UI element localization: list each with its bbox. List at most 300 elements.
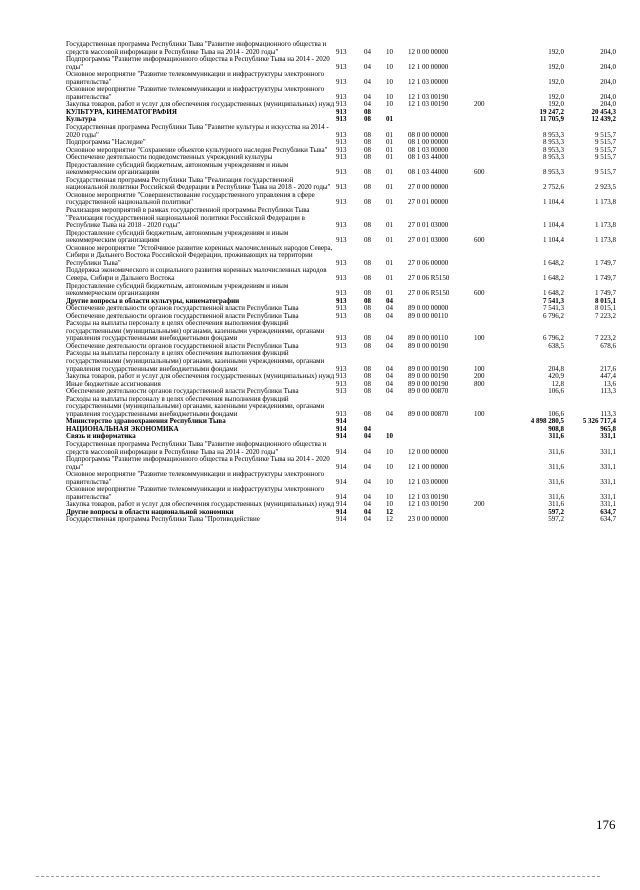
expense-type-code: 200 (474, 100, 485, 109)
expense-type-code (474, 86, 496, 101)
subsection-code: 10 (386, 462, 393, 471)
section-code: 04 (364, 77, 371, 86)
section-code: 08 (364, 145, 371, 154)
table-row (66, 177, 616, 192)
target-article-code: 27 0 00 00000 (408, 183, 449, 192)
section-code: 08 (364, 341, 371, 350)
subsection-code: 10 (386, 62, 393, 71)
line-item-name: Государственная программа Республики Тыва "Развитие информационного общества и средств массовой информации в Республике Тыва на 2014 - 2020 годы" (66, 439, 327, 456)
amount-year-1: 6 796,2 (543, 334, 564, 343)
amount-year-2: 9 515,7 (595, 138, 616, 147)
line-item-name: Основное мероприятие "Совершенствование государственного управления в сфере государственной национальной политики" (66, 190, 315, 207)
line-item-name: Другие вопросы в области национальной экономики (66, 507, 234, 516)
budget-rows (66, 41, 616, 524)
ministry-code: 913 (336, 258, 347, 267)
subsection-code: 04 (386, 296, 393, 305)
subsection-code: 01 (386, 221, 393, 230)
ministry-code: 914 (336, 507, 347, 516)
section-code: 08 (364, 138, 371, 147)
subsection-code: 01 (386, 145, 393, 154)
subsection-code: 01 (386, 258, 393, 267)
section-code: 08 (364, 221, 371, 230)
ministry-code: 914 (336, 462, 347, 471)
line-item-name: Предоставление субсидий бюджетным, автономным учреждениям и иным некоммерческим организациям (66, 281, 289, 298)
subsection-code: 01 (386, 138, 393, 147)
ministry-code: 914 (336, 447, 347, 456)
amount-year-2: 447,4 (600, 372, 616, 381)
section-code: 08 (364, 304, 371, 313)
target-article-code: 89 0 00 00190 (408, 341, 449, 350)
ministry-code: 913 (336, 100, 347, 109)
expense-type-code (474, 139, 496, 147)
target-article-code: 12 1 03 00190 (408, 100, 449, 109)
line-item-name: Обеспечение деятельности органов государственной власти Республики Тыва (66, 304, 299, 313)
subsection-code: 10 (386, 500, 393, 509)
line-item-name: Закупка товаров, работ и услуг для обеспечения государственных (муниципальных) нужд (66, 372, 335, 381)
table-row (66, 56, 616, 71)
amount-year-2: 217,6 (600, 364, 616, 373)
section-code: 08 (364, 372, 371, 381)
target-article-code: 08 0 00 00000 (408, 130, 449, 139)
subsection-code: 04 (386, 379, 393, 388)
target-article-code: 27 0 06 R5150 (408, 289, 450, 298)
expense-type-code (474, 456, 496, 471)
table-row (66, 396, 616, 419)
expense-type-code (474, 177, 496, 192)
amount-year-1: 8 953,3 (543, 130, 564, 139)
ministry-code: 913 (336, 198, 347, 207)
expense-type-code (474, 154, 496, 162)
section-code: 04 (364, 47, 371, 56)
table-row (66, 41, 616, 56)
subsection-code: 01 (386, 183, 393, 192)
amount-year-1: 192,0 (548, 77, 564, 86)
expense-type-code (474, 441, 496, 456)
amount-year-2: 965,8 (600, 424, 616, 433)
ministry-code: 913 (336, 409, 347, 418)
ministry-code: 913 (336, 273, 347, 282)
expense-type-code: 200 (474, 372, 485, 381)
subsection-code: 10 (386, 47, 393, 56)
expense-type-code: 100 (474, 364, 485, 373)
subsection-code: 04 (386, 341, 393, 350)
ministry-code: 913 (336, 311, 347, 320)
table-row (66, 267, 616, 282)
line-item-name: Расходы на выплаты персоналу в целях обеспечения выполнения функций государственными (муниципальными) органами, казенными учреждениями, органами управления государственными внебюджетными фондами (66, 394, 325, 418)
ministry-code: 913 (336, 77, 347, 86)
ministry-code: 914 (336, 477, 347, 486)
target-article-code: 89 0 00 00190 (408, 372, 449, 381)
expense-type-code: 100 (474, 334, 485, 343)
amount-year-2: 13,6 (603, 379, 616, 388)
amount-year-2: 7 223,2 (595, 311, 616, 320)
line-item-name: Основное мероприятие "Устойчивое развитие коренных малочисленных народов Севера, Сибири и Дальнего Востока Российской Федерации, проживающих на территории Республики Тыва" (66, 243, 333, 267)
section-code: 08 (364, 273, 371, 282)
amount-year-2: 1 749,7 (595, 273, 616, 282)
amount-year-2: 204,0 (600, 62, 616, 71)
amount-year-2: 204,0 (600, 92, 616, 101)
target-article-code: 08 1 00 00000 (408, 138, 449, 147)
ministry-code: 913 (336, 341, 347, 350)
amount-year-1: 12,8 (551, 379, 564, 388)
ministry-code: 913 (336, 47, 347, 56)
section-code: 08 (364, 311, 371, 320)
subsection-code (386, 418, 408, 426)
line-item-name: Подпрограмма "Развитие информационного общества в Республике Тыва на 2014 - 2020 годы" (66, 55, 330, 71)
section-code: 08 (364, 107, 371, 116)
section-code: 04 (364, 447, 371, 456)
amount-year-2: 7 223,2 (595, 334, 616, 343)
target-article-code: 08 1 03 44000 (408, 168, 449, 177)
line-item-name: Реализация мероприятий в рамках государственной программы Республики Тыва "Реализация государственной национальной политики Российской Федерации в Республике Тыва на 2018 - 2020 годы" (66, 206, 310, 230)
table-row (66, 71, 616, 86)
amount-year-1: 6 796,2 (543, 311, 564, 320)
line-item-name: Закупка товаров, работ и услуг для обеспечения государственных (муниципальных) нужд (66, 100, 335, 109)
subsection-code: 04 (386, 311, 393, 320)
amount-year-2: 5 326 717,4 (582, 417, 616, 426)
amount-year-1: 106,6 (548, 409, 564, 418)
amount-year-2: 634,7 (600, 515, 616, 524)
expense-type-code (474, 192, 496, 207)
subsection-code: 01 (386, 115, 393, 124)
subsection-code: 01 (386, 289, 393, 298)
ministry-code: 914 (336, 432, 347, 441)
subsection-code: 12 (386, 515, 393, 524)
expense-type-code (474, 207, 496, 230)
section-code: 08 (364, 379, 371, 388)
section-code: 08 (364, 183, 371, 192)
line-item-name: Расходы на выплаты персоналу в целях обеспечения выполнения функций государственными (муниципальными) органами, казенными учреждениями, органами управления государственными внебюджетными фондами (66, 349, 325, 373)
line-item-name: Обеспечение деятельности подведомственных учреждений культуры (66, 153, 273, 162)
subsection-code: 01 (386, 273, 393, 282)
section-code: 04 (364, 492, 371, 501)
section-code: 04 (364, 62, 371, 71)
expense-type-code: 800 (474, 379, 485, 388)
ministry-code: 914 (336, 515, 347, 524)
amount-year-2: 678,6 (600, 341, 616, 350)
line-item-name: Культура (66, 115, 96, 124)
subsection-code: 04 (386, 372, 393, 381)
amount-year-1: 638,5 (548, 341, 564, 350)
amount-year-2: 331,1 (600, 477, 616, 486)
amount-year-1: 1 104,4 (543, 236, 564, 245)
amount-year-1: 311,6 (548, 432, 564, 441)
expense-type-code: 600 (474, 168, 485, 177)
subsection-code: 12 (386, 507, 393, 516)
expense-type-code (474, 418, 496, 426)
section-code: 04 (364, 507, 371, 516)
line-item-name: Иные бюджетные ассигнования (66, 379, 161, 388)
amount-year-1: 1 648,2 (543, 289, 564, 298)
line-item-name: Основное мероприятие "Развитие телекоммуникации и инфраструктуры электронного правительства" (66, 470, 325, 486)
section-code: 08 (364, 296, 371, 305)
amount-year-2: 331,1 (600, 492, 616, 501)
amount-year-1: 1 104,4 (543, 221, 564, 230)
expense-type-code: 100 (474, 409, 485, 418)
target-article-code: 89 0 00 00110 (408, 334, 448, 343)
ministry-code: 913 (336, 145, 347, 154)
amount-year-2: 331,1 (600, 432, 616, 441)
ministry-code: 914 (336, 417, 347, 426)
amount-year-1: 7 541,3 (543, 296, 564, 305)
amount-year-1: 1 648,2 (543, 258, 564, 267)
amount-year-1: 908,8 (548, 424, 564, 433)
amount-year-1: 8 953,3 (543, 168, 564, 177)
subsection-code: 04 (386, 387, 393, 396)
ministry-code: 913 (336, 379, 347, 388)
amount-year-1: 8 953,3 (543, 145, 564, 154)
section-code: 04 (364, 500, 371, 509)
subsection-code: 01 (386, 236, 393, 245)
target-article-code (408, 426, 474, 434)
amount-year-1: 597,2 (548, 515, 564, 524)
target-article-code: 27 0 06 R5150 (408, 273, 450, 282)
expense-type-code: 200 (474, 500, 485, 509)
amount-year-2: 1 173,8 (595, 221, 616, 230)
amount-year-2: 9 515,7 (595, 168, 616, 177)
line-item-name: Основное мероприятие "Развитие телекоммуникации и инфраструктуры электронного правительства" (66, 85, 325, 101)
target-article-code: 89 0 00 00190 (408, 379, 449, 388)
expense-type-code (474, 147, 496, 155)
line-item-name: Расходы на выплаты персоналу в целях обеспечения выполнения функций государственными (муниципальными) органами, казенными учреждениями, органами управления государственными внебюджетными фондами (66, 319, 325, 343)
table-row (66, 441, 616, 456)
page-number: 176 (596, 817, 616, 832)
line-item-name: Основное мероприятие "Сохранение объектов культурного наследия Республики Тыва" (66, 145, 328, 154)
amount-year-2: 8 015,1 (595, 304, 616, 313)
target-article-code: 12 1 00 00000 (408, 62, 449, 71)
section-code: 04 (364, 432, 371, 441)
table-row (66, 516, 616, 524)
section-code: 08 (364, 409, 371, 418)
expense-type-code (474, 71, 496, 86)
table-row (66, 283, 616, 298)
target-article-code: 89 0 00 00000 (408, 304, 449, 313)
line-item-name: КУЛЬТУРА, КИНЕМАТОГРАФИЯ (66, 107, 177, 116)
line-item-name: Связь и информатика (66, 432, 136, 441)
line-item-name: Другие вопросы в области культуры, кинематографии (66, 296, 240, 305)
section-code: 08 (364, 153, 371, 162)
ministry-code: 913 (336, 372, 347, 381)
amount-year-1: 1 648,2 (543, 273, 564, 282)
subsection-code: 01 (386, 168, 393, 177)
line-item-name: Министерство здравоохранения Республики Тыва (66, 417, 226, 426)
ministry-code: 913 (336, 289, 347, 298)
ministry-code: 913 (336, 334, 347, 343)
table-row (66, 350, 616, 373)
amount-year-1: 192,0 (548, 62, 564, 71)
amount-year-1: 11 705,9 (539, 115, 564, 124)
subsection-code: 10 (386, 447, 393, 456)
expense-type-code (474, 343, 496, 351)
subsection-code: 04 (386, 409, 393, 418)
section-code: 08 (364, 334, 371, 343)
subsection-code: 10 (386, 100, 393, 109)
amount-year-1: 311,6 (548, 462, 564, 471)
line-item-name: Поддержка экономического и социального развития коренных малочисленных народов Севера, Сибири и Дальнего Востока (66, 266, 327, 282)
amount-year-1: 4 898 280,5 (530, 417, 564, 426)
section-code: 08 (364, 364, 371, 373)
section-code: 08 (364, 115, 371, 124)
amount-year-2: 204,0 (600, 100, 616, 109)
table-row (66, 245, 616, 268)
expense-type-code (474, 56, 496, 71)
ministry-code: 914 (336, 424, 347, 433)
amount-year-1: 1 104,4 (543, 198, 564, 207)
expense-type-code: 600 (474, 289, 485, 298)
target-article-code (408, 109, 474, 117)
target-article-code: 27 0 06 00000 (408, 258, 449, 267)
amount-year-2: 9 515,7 (595, 130, 616, 139)
line-item-name: Предоставление субсидий бюджетным, автономным учреждениям и иным некоммерческим организациям (66, 228, 289, 245)
amount-year-1: 19 247,2 (539, 107, 564, 116)
section-code: 04 (364, 424, 371, 433)
target-article-code: 89 0 00 00870 (408, 387, 449, 396)
table-row (66, 124, 616, 139)
ministry-code: 913 (336, 236, 347, 245)
section-code: 08 (364, 258, 371, 267)
line-item-name: Предоставление субсидий бюджетным, автономным учреждениям и иным некоммерческим организациям (66, 160, 289, 177)
ministry-code: 913 (336, 138, 347, 147)
expense-type-code (474, 509, 496, 517)
expense-type-code (474, 313, 496, 321)
expense-type-code (474, 426, 496, 434)
expense-type-code (474, 471, 496, 486)
expense-type-code (474, 433, 496, 441)
ministry-code: 914 (336, 500, 347, 509)
target-article-code: 12 1 03 00190 (408, 500, 449, 509)
target-article-code: 12 1 00 00000 (408, 462, 449, 471)
ministry-code: 913 (336, 183, 347, 192)
target-article-code: 27 0 01 03000 (408, 236, 449, 245)
section-code: 08 (364, 130, 371, 139)
amount-year-2: 1 749,7 (595, 258, 616, 267)
amount-year-1: 8 953,3 (543, 153, 564, 162)
target-article-code (408, 418, 474, 426)
target-article-code: 89 0 00 00870 (408, 409, 449, 418)
amount-year-2: 204,0 (600, 77, 616, 86)
line-item-name: Государственная программа Республики Тыва "Развитие культуры и искусства на 2014 - 2020 годы" (66, 123, 329, 139)
target-article-code: 08 1 03 44000 (408, 153, 449, 162)
ministry-code: 913 (336, 153, 347, 162)
table-row (66, 162, 616, 177)
section-code: 08 (364, 198, 371, 207)
target-article-code: 12 0 00 00000 (408, 47, 449, 56)
line-item-name: Подпрограмма "Развитие информационного общества в Республике Тыва на 2014 - 2020 годы" (66, 455, 330, 471)
expense-type-code (474, 124, 496, 139)
amount-year-2: 20 454,3 (591, 107, 616, 116)
expense-type-code (474, 516, 496, 524)
target-article-code: 12 0 00 00000 (408, 447, 449, 456)
amount-year-2: 331,1 (600, 500, 616, 509)
section-code: 08 (364, 289, 371, 298)
ministry-code: 913 (336, 168, 347, 177)
footer-divider (36, 876, 600, 877)
line-item-name: Государственная программа Республики Тыва "Развитие информационного общества и средств массовой информации в Республике Тыва на 2014 - 2020 годы" (66, 40, 327, 56)
amount-year-2: 634,7 (600, 507, 616, 516)
line-item-name: Основное мероприятие "Развитие телекоммуникации и инфраструктуры электронного правительства" (66, 70, 325, 86)
expense-type-code (474, 388, 496, 396)
expense-type-code: 600 (474, 236, 485, 245)
amount-year-2: 9 515,7 (595, 153, 616, 162)
amount-year-2: 8 015,1 (595, 296, 616, 305)
target-article-code: 27 0 01 00000 (408, 198, 449, 207)
table-row (66, 486, 616, 501)
amount-year-2: 9 515,7 (595, 145, 616, 154)
target-article-code: 12 1 03 00190 (408, 492, 449, 501)
amount-year-1: 2 752,6 (543, 183, 564, 192)
amount-year-2: 2 923,5 (595, 183, 616, 192)
amount-year-1: 192,0 (548, 47, 564, 56)
section-code: 04 (364, 92, 371, 101)
amount-year-2: 12 439,2 (591, 115, 616, 124)
ministry-code: 913 (336, 107, 347, 116)
ministry-code: 913 (336, 221, 347, 230)
target-article-code (408, 433, 474, 441)
line-item-name: Закупка товаров, работ и услуг для обеспечения государственных (муниципальных) нужд (66, 500, 335, 509)
table-row (66, 456, 616, 471)
expense-type-code (474, 41, 496, 56)
subsection-code: 04 (386, 304, 393, 313)
table-row (66, 320, 616, 343)
section-code: 04 (364, 100, 371, 109)
amount-year-1: 192,0 (548, 92, 564, 101)
section-code: 04 (364, 515, 371, 524)
line-item-name: Обеспечение деятельности органов государственной власти Республики Тыва (66, 311, 299, 320)
amount-year-1: 420,9 (548, 372, 564, 381)
amount-year-1: 311,6 (548, 492, 564, 501)
subsection-code: 10 (386, 92, 393, 101)
expense-type-code (474, 245, 496, 268)
amount-year-2: 1 749,7 (595, 289, 616, 298)
section-code: 08 (364, 236, 371, 245)
amount-year-1: 311,6 (548, 500, 564, 509)
ministry-code: 913 (336, 92, 347, 101)
target-article-code: 89 0 00 00190 (408, 364, 449, 373)
expense-type-code (474, 109, 496, 117)
amount-year-1: 311,6 (548, 477, 564, 486)
target-article-code: 89 0 00 00110 (408, 311, 448, 320)
amount-year-2: 1 173,8 (595, 236, 616, 245)
expense-type-code (474, 116, 496, 124)
table-row (66, 86, 616, 101)
line-item-name: Обеспечение деятельности органов государственной власти Республики Тыва (66, 341, 299, 350)
target-article-code: 08 1 03 00000 (408, 145, 449, 154)
subsection-code: 10 (386, 477, 393, 486)
subsection-code: 04 (386, 334, 393, 343)
ministry-code: 913 (336, 115, 347, 124)
ministry-code: 913 (336, 304, 347, 313)
target-article-code: 12 1 03 00000 (408, 477, 449, 486)
expense-type-code (474, 305, 496, 313)
target-article-code: 23 0 00 00000 (408, 515, 449, 524)
amount-year-1: 106,6 (548, 387, 564, 396)
line-item-name: НАЦИОНАЛЬНАЯ ЭКОНОМИКА (66, 424, 179, 433)
amount-year-1: 597,2 (548, 507, 564, 516)
expense-type-code (474, 486, 496, 501)
target-article-code: 12 1 03 00000 (408, 77, 449, 86)
ministry-code: 913 (336, 387, 347, 396)
line-item-name: Подпрограмма "Наследие" (66, 138, 146, 147)
amount-year-2: 204,0 (600, 47, 616, 56)
line-item-name: Государственная программа Республики Тыва "Реализация государственной национальной политики Российской Федерации в Республике Тыва на 2018 - 2020 годы" (66, 175, 331, 192)
ministry-code: 914 (336, 492, 347, 501)
amount-year-1: 204,8 (548, 364, 564, 373)
subsection-code: 01 (386, 153, 393, 162)
amount-year-2: 113,3 (600, 387, 616, 396)
target-article-code (408, 116, 474, 124)
amount-year-1: 7 541,3 (543, 304, 564, 313)
table-row (66, 471, 616, 486)
